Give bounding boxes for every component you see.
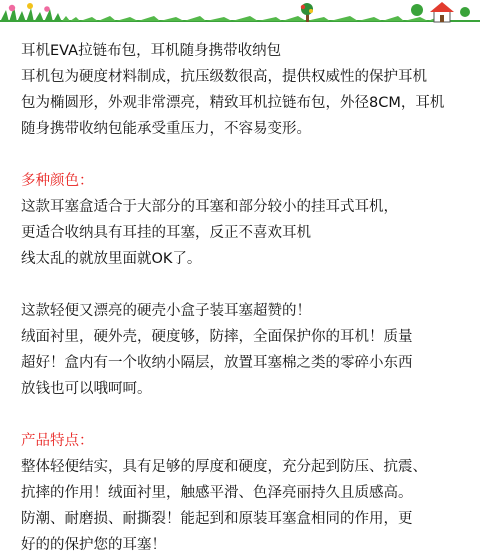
text-line: 更适合收纳具有耳挂的耳塞，反正不喜欢耳机 — [21, 225, 311, 241]
text-line: 这款轻便又漂亮的硬壳小盒子装耳塞超赞的！ — [21, 303, 311, 319]
text-line: 包为椭圆形，外观非常漂亮，精致耳机拉链布包，外径8CM，耳机 — [21, 95, 445, 111]
spacer — [21, 272, 471, 298]
spacer — [21, 402, 471, 428]
review-section — [21, 298, 471, 402]
section-heading: 产品特点： — [21, 433, 94, 449]
text-line: 抗摔的作用！绒面衬里，触感平滑、色泽亮丽持久且质感高。 — [21, 485, 413, 501]
text-line: 超好！盒内有一个收纳小隔层，放置耳塞棉之类的零碎小东西 — [21, 355, 413, 371]
text-line: 防潮、耐磨损、耐撕裂！能起到和原装耳塞盒相同的作用，更 — [21, 511, 413, 527]
text-line: 整体轻便结实，具有足够的厚度和硬度，充分起到防压、抗震、 — [21, 459, 427, 475]
text-line: 好的的保护您的耳塞！ — [21, 537, 166, 553]
text-line: 随身携带收纳包能承受重压力，不容易变形。 — [21, 121, 311, 137]
flowers-grass-icon — [0, 3, 62, 22]
text-line: 绒面衬里，硬外壳，硬度够，防摔，全面保护你的耳机！质量 — [21, 329, 413, 345]
product-description — [21, 38, 471, 558]
text-line: 放钱也可以哦呵呵。 — [21, 381, 152, 397]
text-line: 耳机包为硬度材料制成，抗压级数很高，提供权威性的保护耳机 — [21, 69, 427, 85]
spacer — [21, 142, 471, 168]
text-line: 线太乱的就放里面就OK了。 — [21, 251, 202, 267]
text-line: 耳机EVA拉链布包，耳机随身携带收纳包 — [21, 43, 282, 59]
intro-section — [21, 38, 471, 142]
colors-section — [21, 168, 471, 272]
decorative-top-border — [0, 0, 480, 24]
text-line: 这款耳塞盒适合于大部分的耳塞和部分较小的挂耳式耳机， — [21, 199, 398, 215]
features-section — [21, 428, 471, 558]
section-heading: 多种颜色： — [21, 173, 94, 189]
grass-border — [0, 16, 480, 22]
